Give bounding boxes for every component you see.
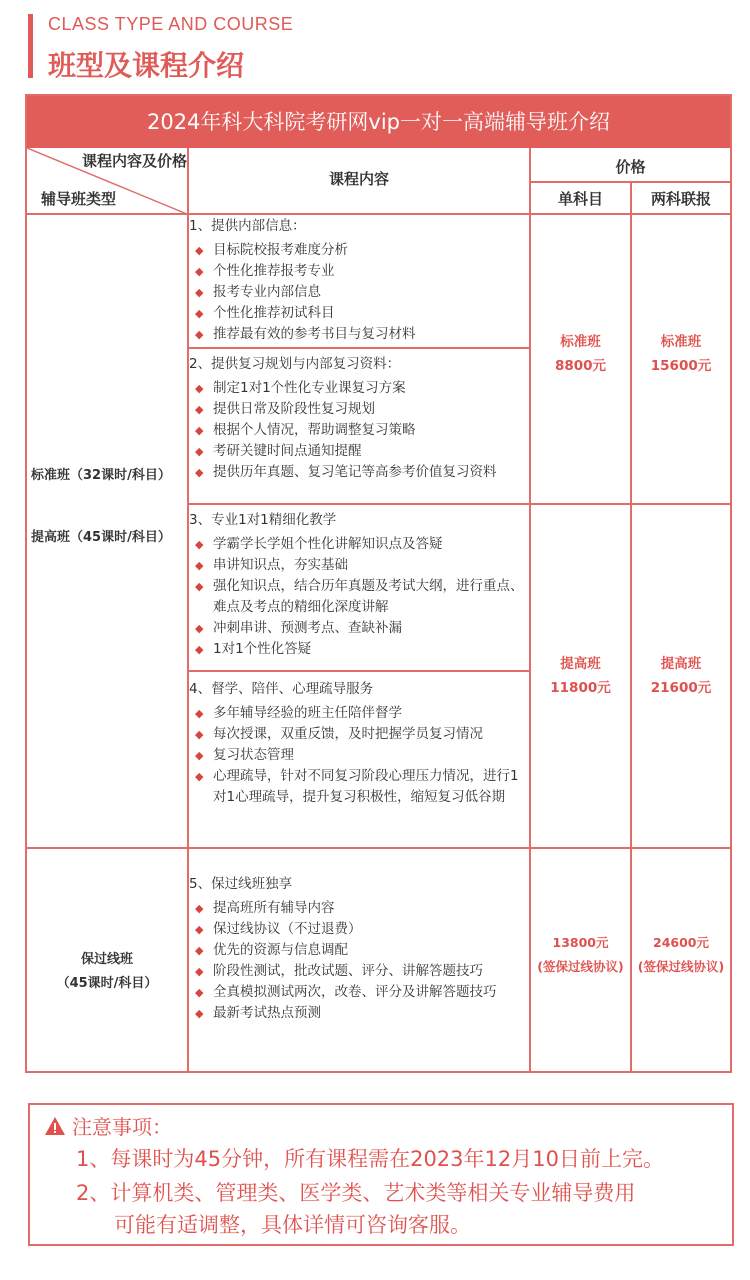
diamond-bullet-icon: ◆ <box>195 643 204 656</box>
notice-title: 注意事项： <box>72 1115 172 1139</box>
list-item <box>189 261 529 282</box>
diamond-bullet-icon: ◆ <box>195 559 204 572</box>
list-item <box>189 576 529 618</box>
divider <box>530 181 730 183</box>
section-heading: 1、提供内部信息： <box>189 218 306 234</box>
section-heading: 5、保过线班独享 <box>189 876 293 892</box>
list-item-text: 根据个人情况，帮助调整复习策略 <box>213 422 416 438</box>
diamond-bullet-icon: ◆ <box>195 424 204 437</box>
price-advanced-double <box>632 652 730 700</box>
price-note: (签保过线协议) <box>637 959 725 974</box>
section-heading: 2、提供复习规划与内部复习资料： <box>189 356 401 372</box>
list-item <box>189 940 529 961</box>
list-item <box>189 766 529 808</box>
price-value: 11800元 <box>550 680 611 696</box>
list-item <box>189 324 529 345</box>
list-item-text: 全真模拟测试两次，改卷、评分及讲解答题技巧 <box>213 984 497 1000</box>
list-item-text: 心理疏导，针对不同复习阶段心理压力情况，进行1对1心理疏导，提升复习积极性，缩短复习低谷期 <box>213 768 519 805</box>
warning-icon <box>44 1116 66 1136</box>
diamond-bullet-icon: ◆ <box>195 728 204 741</box>
price-value: 21600元 <box>650 680 712 696</box>
diag-bottom-label: 辅导班类型 <box>41 190 117 208</box>
list-item <box>189 555 529 576</box>
list-item <box>189 420 529 441</box>
header-chinese-title: 班型及课程介绍 <box>48 49 245 82</box>
type-guarantee: 保过线班 <box>80 952 133 967</box>
diamond-bullet-icon: ◆ <box>195 328 204 341</box>
diamond-bullet-icon: ◆ <box>195 307 204 320</box>
type-guarantee-hours: （45课时/科目） <box>56 976 158 991</box>
section-1 <box>189 216 529 345</box>
list-item-text: 最新考试热点预测 <box>213 1005 321 1021</box>
list-item-text: 提供历年真题、复习笔记等高参考价值复习资料 <box>213 464 497 480</box>
diamond-bullet-icon: ◆ <box>195 902 204 915</box>
list-item <box>189 303 529 324</box>
list-item-text: 提高班所有辅导内容 <box>213 900 335 916</box>
list-item-text: 推荐最有效的参考书目与复习材料 <box>213 326 416 342</box>
price-standard-single <box>531 330 630 378</box>
list-item <box>189 919 529 940</box>
list-item <box>189 961 529 982</box>
price-guarantee-single <box>531 931 630 979</box>
price-value: 24600元 <box>653 935 709 950</box>
table-title: 2024年科大科院考研网vip一对一高端辅导班介绍 <box>27 96 730 148</box>
price-guarantee-double <box>632 931 730 979</box>
diamond-bullet-icon: ◆ <box>195 445 204 458</box>
col-double-header: 两科联报 <box>650 190 711 208</box>
list-item-text: 考研关键时间点通知提醒 <box>213 443 362 459</box>
price-value: 13800元 <box>552 935 609 950</box>
list-item-text: 报考专业内部信息 <box>213 284 321 300</box>
list-item <box>189 1003 529 1024</box>
type-standard: 标准班（32课时/科目） <box>31 468 171 483</box>
list-item <box>189 724 529 745</box>
list-item-text: 学霸学长学姐个性化讲解知识点及答疑 <box>213 536 443 552</box>
notice-title-row <box>44 1111 172 1140</box>
header-english-title: CLASS TYPE AND COURSE <box>48 14 294 34</box>
list-item-text: 优先的资源与信息调配 <box>213 942 348 958</box>
diamond-bullet-icon: ◆ <box>195 965 204 978</box>
divider <box>188 503 730 505</box>
section-3 <box>189 510 529 660</box>
section-5 <box>189 874 529 1024</box>
section-4 <box>189 679 529 808</box>
list-item <box>189 399 529 420</box>
list-item <box>189 462 529 483</box>
list-item-text: 串讲知识点，夯实基础 <box>213 557 348 573</box>
col-single-header: 单科目 <box>557 190 603 208</box>
list-item-text: 多年辅导经验的班主任陪伴督学 <box>213 705 402 721</box>
list-item-text: 提供日常及阶段性复习规划 <box>213 401 375 417</box>
diamond-bullet-icon: ◆ <box>195 622 204 635</box>
col-content-header: 课程内容 <box>328 170 389 188</box>
type-advanced: 提高班（45课时/科目） <box>31 530 171 545</box>
list-item <box>189 703 529 724</box>
divider <box>27 847 730 849</box>
diamond-bullet-icon: ◆ <box>195 707 204 720</box>
list-item <box>189 982 529 1003</box>
price-label: 提高班 <box>660 656 702 672</box>
price-advanced-single <box>531 652 630 700</box>
list-item <box>189 378 529 399</box>
diamond-bullet-icon: ◆ <box>195 986 204 999</box>
header-accent-bar <box>28 14 33 78</box>
list-item <box>189 639 529 660</box>
list-item-text: 制定1对1个性化专业课复习方案 <box>213 380 406 396</box>
notice-line-2: 2、计算机类、管理类、医学类、艺术类等相关专业辅导费用 <box>76 1181 636 1205</box>
diamond-bullet-icon: ◆ <box>195 466 204 479</box>
diamond-bullet-icon: ◆ <box>195 944 204 957</box>
list-item <box>189 618 529 639</box>
diamond-bullet-icon: ◆ <box>195 749 204 762</box>
notice-line-1: 1、每课时为45分钟，所有课程需在2023年12月10日前上完。 <box>76 1147 664 1171</box>
price-label: 提高班 <box>560 656 601 672</box>
diamond-bullet-icon: ◆ <box>195 403 204 416</box>
list-item-text: 目标院校报考难度分析 <box>213 242 348 258</box>
list-item-text: 冲刺串讲、预测考点、查缺补漏 <box>213 620 402 636</box>
divider <box>188 347 530 349</box>
section-heading: 3、专业1对1精细化教学 <box>189 512 337 528</box>
list-item-text: 个性化推荐报考专业 <box>213 263 335 279</box>
course-table <box>25 94 732 1073</box>
price-value: 8800元 <box>554 358 607 374</box>
list-item <box>189 282 529 303</box>
list-item <box>189 898 529 919</box>
price-standard-double <box>632 330 730 378</box>
list-item-text: 每次授课，双重反馈，及时把握学员复习情况 <box>213 726 483 742</box>
diamond-bullet-icon: ◆ <box>195 580 204 593</box>
price-label: 标准班 <box>660 334 702 350</box>
col-price-header: 价格 <box>615 158 646 176</box>
section-heading: 4、督学、陪伴、心理疏导服务 <box>189 681 374 697</box>
notice-box <box>28 1103 734 1246</box>
list-item-text: 阶段性测试，批改试题、评分、讲解答题技巧 <box>213 963 483 979</box>
divider <box>188 670 530 672</box>
list-item <box>189 745 529 766</box>
list-item <box>189 441 529 462</box>
price-value: 15600元 <box>650 358 712 374</box>
diamond-bullet-icon: ◆ <box>195 923 204 936</box>
list-item <box>189 534 529 555</box>
diamond-bullet-icon: ◆ <box>195 265 204 278</box>
list-item-text: 1对1个性化答疑 <box>213 641 312 657</box>
notice-line-3: 可能有适调整，具体详情可咨询客服。 <box>114 1213 471 1237</box>
diamond-bullet-icon: ◆ <box>195 770 204 783</box>
diamond-bullet-icon: ◆ <box>195 538 204 551</box>
diamond-bullet-icon: ◆ <box>195 286 204 299</box>
list-item-text: 个性化推荐初试科目 <box>213 305 335 321</box>
price-label: 标准班 <box>560 334 601 350</box>
section-2 <box>189 354 529 483</box>
diamond-bullet-icon: ◆ <box>195 244 204 257</box>
diamond-bullet-icon: ◆ <box>195 382 204 395</box>
diamond-bullet-icon: ◆ <box>195 1007 204 1020</box>
price-note: (签保过线协议) <box>537 959 624 974</box>
list-item <box>189 240 529 261</box>
list-item-text: 强化知识点，结合历年真题及考试大纲，进行重点、难点及考点的精细化深度讲解 <box>213 578 524 615</box>
diag-top-label: 课程内容及价格 <box>81 152 187 170</box>
list-item-text: 保过线协议（不过退费） <box>213 921 362 937</box>
list-item-text: 复习状态管理 <box>213 747 294 763</box>
